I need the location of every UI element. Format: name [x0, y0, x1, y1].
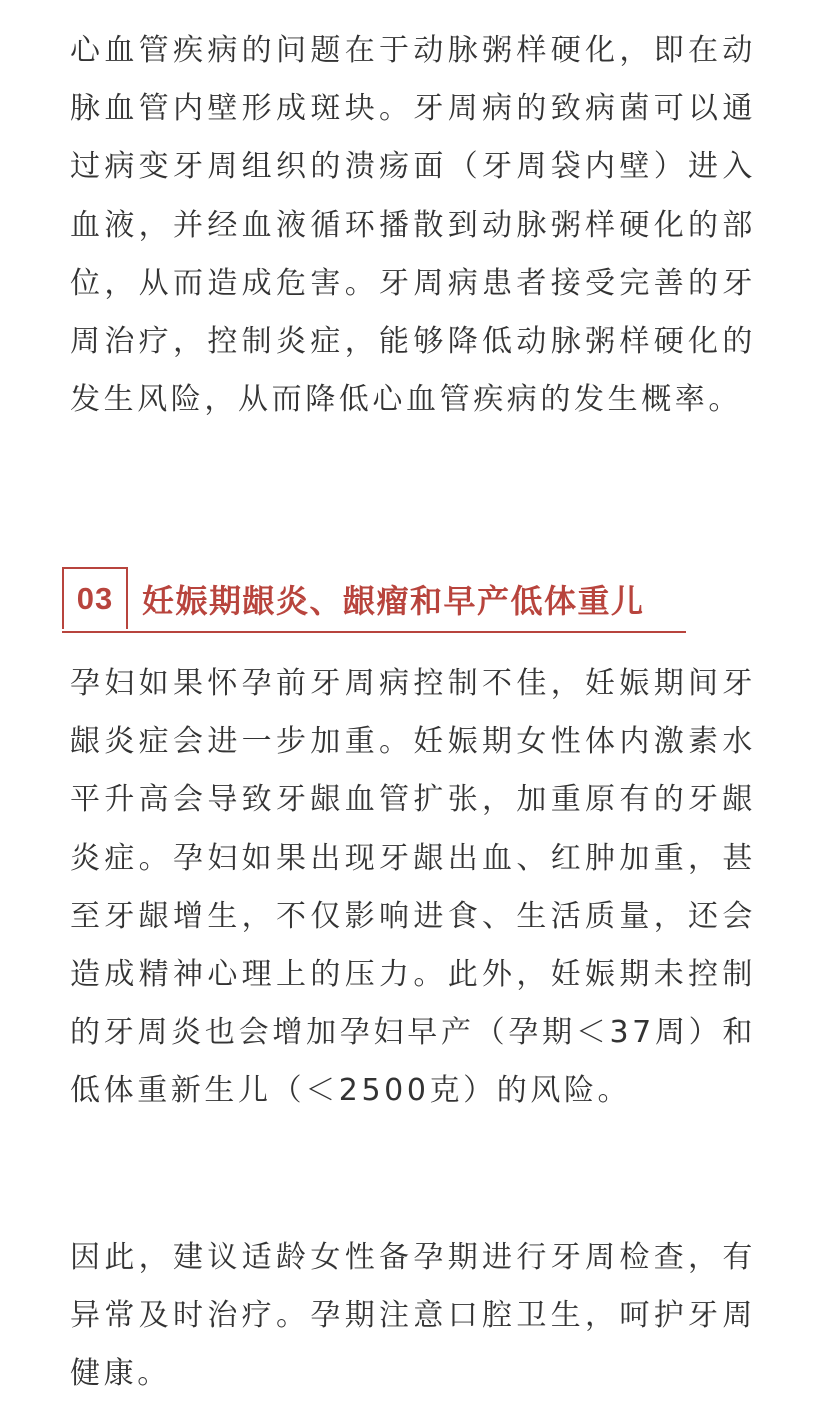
paragraph-advice: 因此，建议适龄女性备孕期进行牙周检查，有异常及时治疗。孕期注意口腔卫生，呵护牙周健康。	[70, 1240, 756, 1392]
article-body	[70, 22, 756, 429]
paragraph-cardiovascular: 心血管疾病的问题在于动脉粥样硬化，即在动脉血管内壁形成斑块。牙周病的致病菌可以通过病变牙周组织的溃疡面（牙周袋内壁）进入血液，并经血液循环播散到动脉粥样硬化的部位，从而造成危害。牙周病患者接受完善的牙周治疗，控制炎症，能够降低动脉粥样硬化的发生风险，从而降低心血管疾病的发生概率。	[70, 33, 756, 418]
section-number-badge: 03	[62, 567, 128, 629]
paragraph-pregnancy: 孕妇如果怀孕前牙周病控制不佳，妊娠期间牙龈炎症会进一步加重。妊娠期女性体内激素水平升高会导致牙龈血管扩张，加重原有的牙龈炎症。孕妇如果出现牙龈出血、红肿加重，甚至牙龈增生，不仅影响进食、生活质量，还会造成精神心理上的压力。此外，妊娠期未控制的牙周炎也会增加孕妇早产（孕期＜37周）和低体重新生儿（＜2500克）的风险。	[70, 666, 756, 1109]
section-title: 妊娠期龈炎、龈瘤和早产低体重儿	[142, 582, 645, 620]
section-heading	[62, 567, 686, 633]
